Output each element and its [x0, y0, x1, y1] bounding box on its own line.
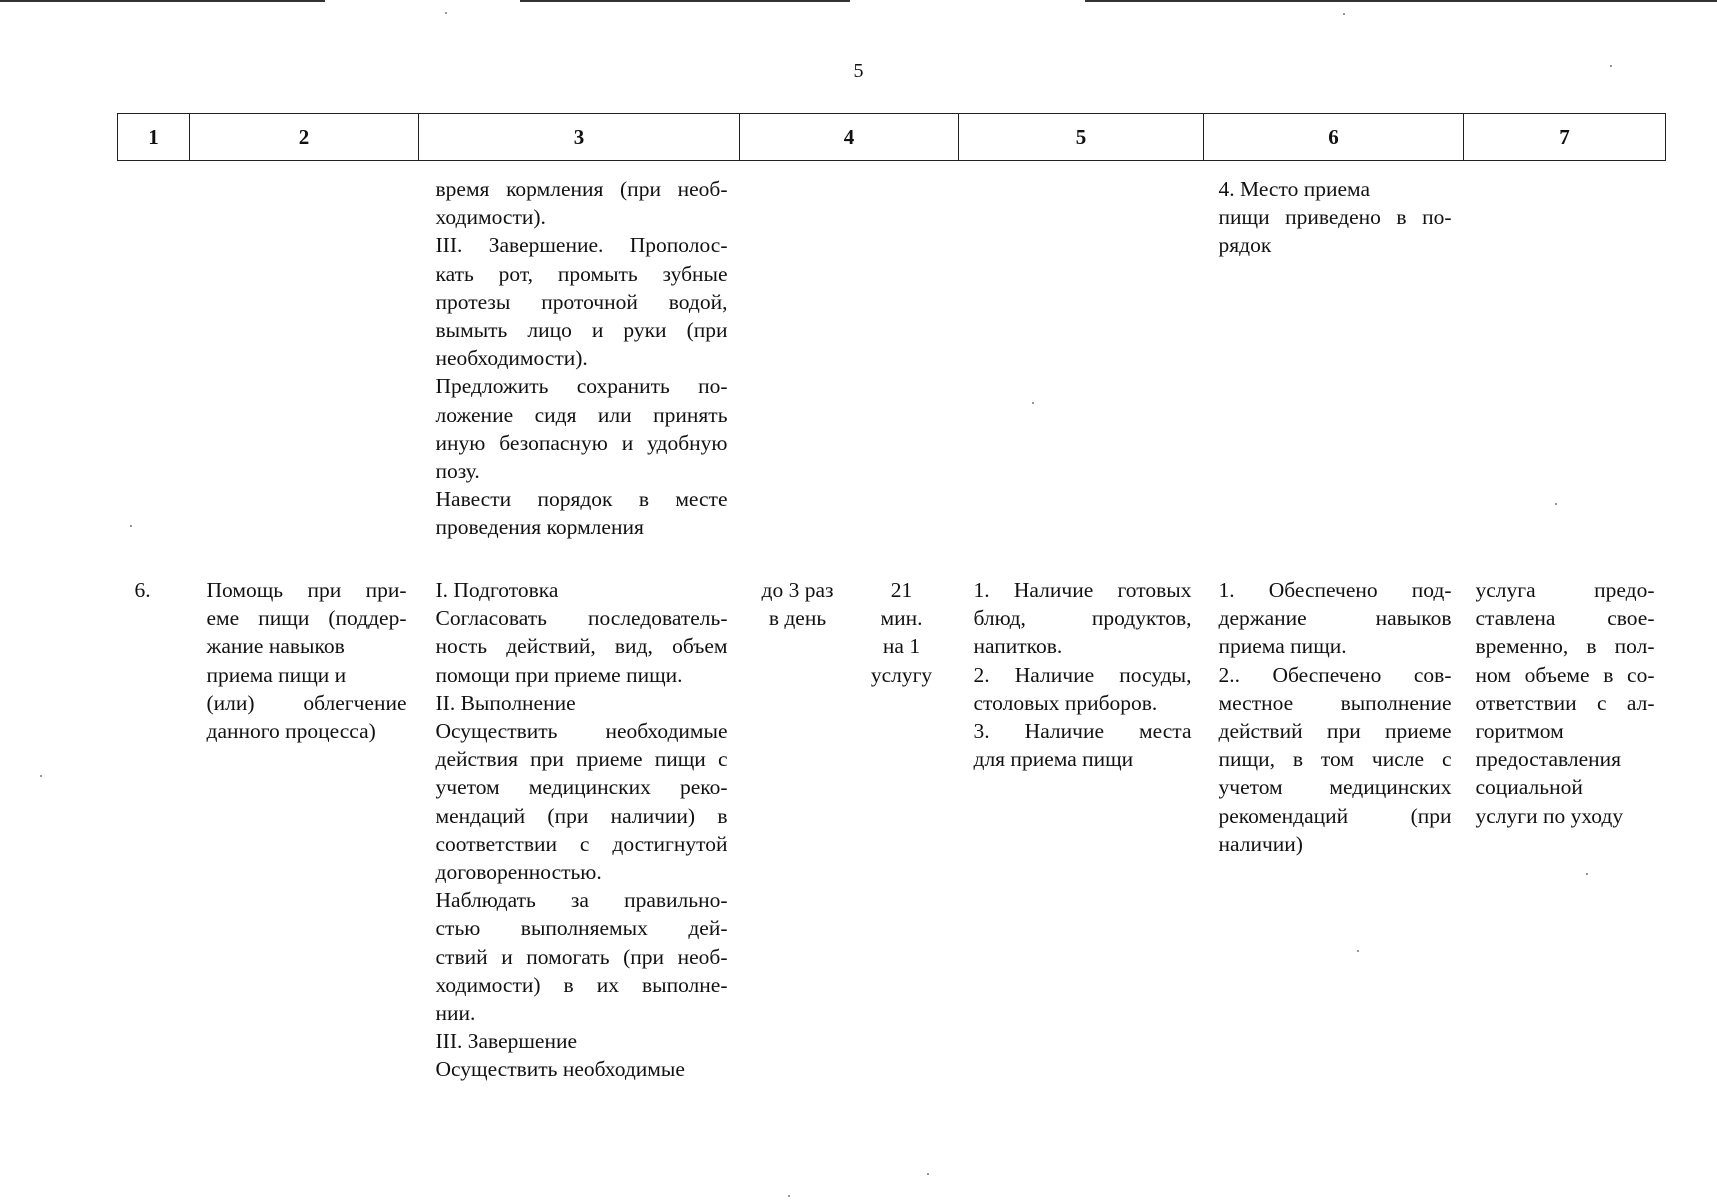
- service-name-cell: [190, 161, 419, 575]
- text-line: услуги по уходу: [1475, 803, 1624, 828]
- text-line: ходимости).: [435, 205, 546, 230]
- frequency-cell: [740, 574, 959, 1084]
- text-line: протезы проточной водой,: [435, 289, 728, 314]
- scan-speck: [445, 12, 447, 14]
- text-line: вымыть лицо и руки (при: [435, 318, 728, 343]
- text-line: 4. Место приема: [1218, 177, 1370, 201]
- text-line: приема пищи и: [206, 662, 347, 687]
- text-line: действий при приеме: [1218, 719, 1452, 744]
- text-line: еме пищи (поддер-: [206, 606, 407, 631]
- scan-speck: [1586, 873, 1588, 875]
- text-line: наличии): [1218, 831, 1303, 856]
- text-line: Навести порядок в месте: [435, 487, 728, 512]
- text-line: III. Завершение: [435, 1029, 578, 1054]
- scan-speck: [1555, 503, 1557, 505]
- text-line: учетом медицинских: [1218, 775, 1452, 800]
- text-line: позу.: [435, 459, 480, 484]
- text-line: 1. Обеспечено под-: [1218, 578, 1452, 602]
- header-cell: 2: [190, 114, 419, 161]
- text-line: учетом медицинских реко-: [435, 775, 728, 800]
- text-line: действия при приеме пищи с: [435, 747, 728, 772]
- line-list: [1204, 161, 1464, 260]
- text-line: услугу: [870, 662, 933, 687]
- text-line: пищи, в том числе с: [1218, 747, 1452, 772]
- text-line: проведения кормления: [435, 515, 644, 540]
- text-line: (или) облегчение: [206, 690, 407, 715]
- text-line: Согласовать последователь-: [435, 606, 728, 631]
- text-line: жание навыков: [206, 634, 345, 659]
- quality-indicators-cell: [1204, 574, 1464, 1084]
- text-line: на 1: [882, 634, 921, 659]
- scan-speck: [1357, 950, 1359, 952]
- text-line: 2. Наличие посуды,: [973, 662, 1192, 687]
- text-line: Осуществить необходимые: [435, 719, 728, 744]
- scan-speck: [927, 1173, 929, 1175]
- text-line: блюд, продуктов,: [973, 606, 1192, 631]
- text-line: мин.: [880, 606, 923, 631]
- conditions-cell: [959, 574, 1204, 1084]
- evaluation-cell: [1464, 574, 1666, 1084]
- text-line: 1. Наличие готовых: [973, 578, 1192, 602]
- text-line: услуга предо-: [1475, 578, 1655, 602]
- text-line: 3. Наличие места: [973, 719, 1192, 744]
- table-row: [118, 574, 1666, 1084]
- text-line: помощи при приеме пищи.: [435, 662, 683, 687]
- text-line: держание навыков: [1218, 606, 1452, 631]
- text-line: напитков.: [973, 634, 1063, 659]
- text-line: ходимости) в их выполне-: [435, 972, 728, 997]
- scan-speck: [40, 775, 42, 777]
- text-line: ном объеме в со-: [1475, 662, 1655, 687]
- text-line: стью выполняемых дей-: [435, 916, 728, 941]
- line-list: [1204, 574, 1464, 858]
- text-line: нии.: [435, 1001, 476, 1026]
- text-line: местное выполнение: [1218, 690, 1452, 715]
- text-line: для приема пищи: [973, 747, 1134, 772]
- text-line: в день: [768, 606, 827, 631]
- scan-edge-line: [520, 0, 850, 2]
- row-number-cell: [118, 161, 190, 575]
- scan-edge-line: [0, 0, 325, 2]
- header-cell: 3: [419, 114, 740, 161]
- header-cell: 5: [959, 114, 1204, 161]
- services-table: [117, 113, 1666, 1084]
- text-line: время кормления (при необ-: [435, 177, 728, 201]
- text-line: 21: [890, 578, 913, 602]
- service-name-cell: [190, 574, 419, 1084]
- text-line: иную безопасную и удобную: [435, 430, 728, 455]
- line-list: [959, 574, 1204, 773]
- text-line: Наблюдать за правильно-: [435, 888, 728, 913]
- evaluation-cell: [1464, 161, 1666, 575]
- scan-speck: [788, 1195, 790, 1197]
- text-line: столовых приборов.: [973, 690, 1158, 715]
- text-line: кать рот, промыть зубные: [435, 261, 728, 286]
- text-line: данного процесса): [206, 719, 376, 744]
- text-line: ответствии с ал-: [1475, 690, 1655, 715]
- frequency-cell: [740, 161, 959, 575]
- row-number: 6.: [134, 578, 151, 602]
- conditions-cell: [959, 161, 1204, 575]
- text-line: 2.. Обеспечено сов-: [1218, 662, 1452, 687]
- service-description-cell: [419, 574, 740, 1084]
- header-cell: 4: [740, 114, 959, 161]
- text-line: необходимости).: [435, 346, 588, 371]
- text-line: ствий и помогать (при необ-: [435, 944, 728, 969]
- scan-speck: [1610, 65, 1612, 67]
- text-line: горитмом: [1475, 719, 1564, 744]
- row-number-cell: [118, 574, 190, 1084]
- line-list: [190, 574, 419, 745]
- text-line: мендаций (при наличии) в: [435, 803, 728, 828]
- text-line: III. Завершение. Прополос-: [435, 233, 728, 258]
- header-cell: 1: [118, 114, 190, 161]
- text-line: пищи приведено в по-: [1218, 205, 1452, 230]
- text-line: договоренностью.: [435, 860, 602, 885]
- text-line: ложение сидя или принять: [435, 402, 728, 427]
- line-list: [419, 574, 740, 1084]
- text-line: Помощь при при-: [206, 578, 407, 602]
- quality-indicators-cell: [1204, 161, 1464, 575]
- header-cell: 7: [1464, 114, 1666, 161]
- line-list: [1464, 574, 1666, 830]
- text-line: Осуществить необходимые: [435, 1057, 685, 1082]
- text-line: социальной: [1475, 775, 1583, 800]
- page-number: 5: [853, 60, 864, 82]
- text-line: временно, в пол-: [1475, 634, 1655, 659]
- line-list: [419, 161, 740, 574]
- text-line: ставлена свое-: [1475, 606, 1655, 631]
- line-list: [756, 576, 840, 689]
- text-line: рекомендаций (при: [1218, 803, 1452, 828]
- text-line: I. Подготовка: [435, 578, 559, 602]
- text-line: соответствии с достигнутой: [435, 831, 728, 856]
- text-line: рядок: [1218, 233, 1272, 258]
- text-line: Предложить сохранить по-: [435, 374, 728, 399]
- service-description-cell: [419, 161, 740, 575]
- text-line: до 3 раз: [761, 578, 834, 602]
- text-line: II. Выполнение: [435, 690, 576, 715]
- line-list: [859, 576, 945, 689]
- text-line: предоставления: [1475, 747, 1622, 772]
- text-line: приема пищи.: [1218, 634, 1347, 659]
- scan-speck: [1343, 13, 1345, 15]
- scan-speck: [1032, 402, 1034, 404]
- table-row: [118, 161, 1666, 575]
- scan-edge-line: [1085, 0, 1717, 2]
- scan-speck: [130, 525, 132, 527]
- table-header-row: [118, 114, 1666, 161]
- header-cell: 6: [1204, 114, 1464, 161]
- text-line: ность действий, вид, объем: [435, 634, 728, 659]
